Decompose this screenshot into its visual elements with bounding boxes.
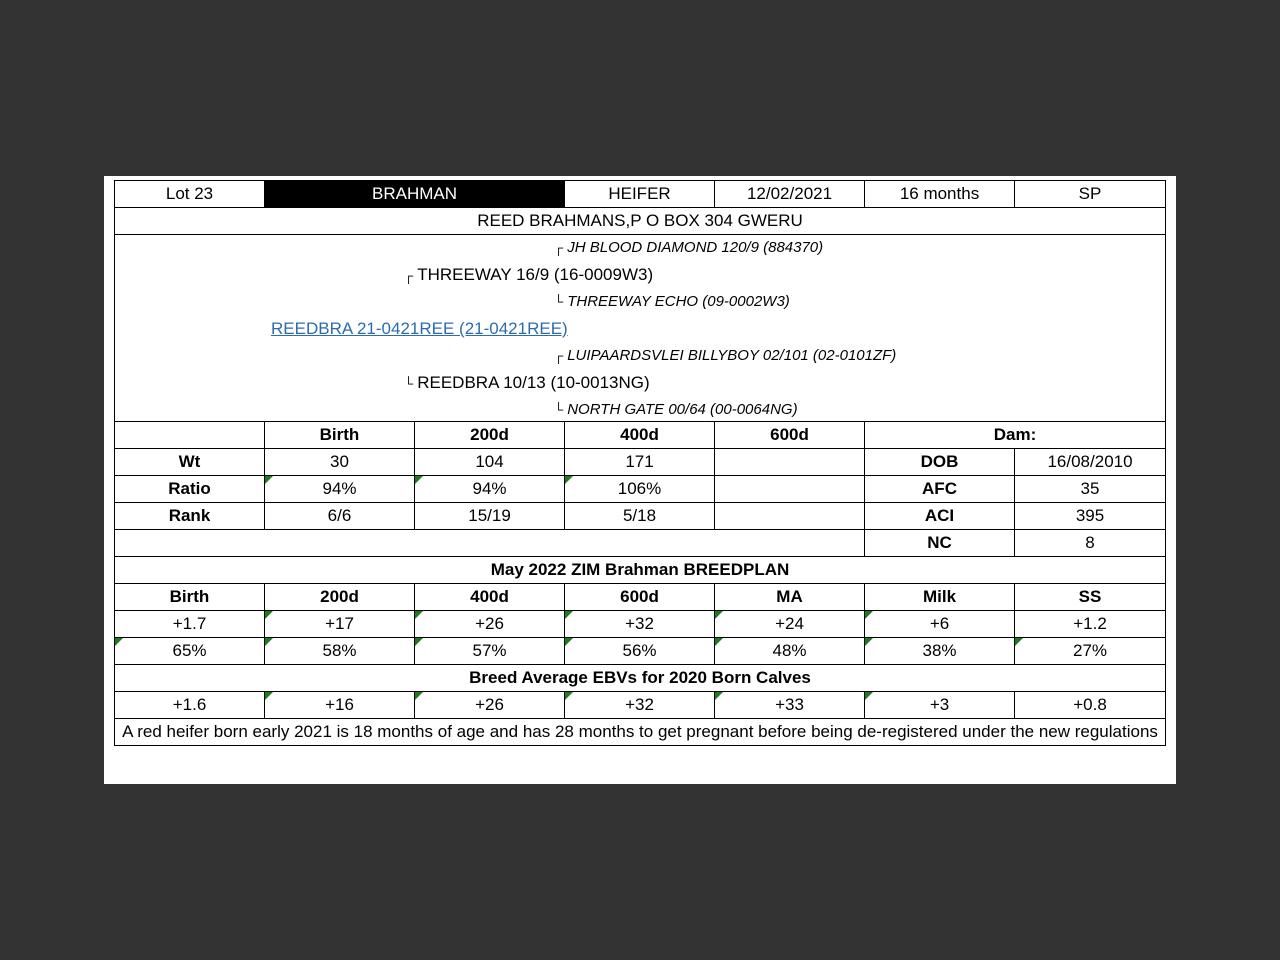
breed-name: BRAHMAN: [265, 181, 565, 208]
code: SP: [1015, 181, 1166, 208]
ebv-row: [115, 611, 1166, 638]
note-text: A red heifer born early 2021 is 18 months of age and has 28 months to get pregnant before being de-registered under the new regulations: [115, 719, 1166, 746]
lot-table: [114, 180, 1166, 746]
bracket-icon: └: [554, 294, 564, 309]
empty-cell: [115, 530, 865, 557]
accuracy-cell: 56%: [565, 638, 715, 665]
animal-link[interactable]: REEDBRA 21-0421REE (21-0421REE): [271, 319, 568, 338]
col-header: 400d: [415, 584, 565, 611]
dam-label: AFC: [865, 476, 1015, 503]
sire-sire-name: JH BLOOD DIAMOND 120/9 (884370): [567, 239, 824, 256]
ebv-cell: +24: [715, 611, 865, 638]
dam: [404, 373, 650, 394]
value-cell: 30: [265, 449, 415, 476]
performance-header-row: [115, 422, 1166, 449]
dam-dam-name: NORTH GATE 00/64 (00-0064NG): [567, 401, 798, 418]
pedigree-row: [115, 235, 1166, 422]
nc-row: [115, 530, 1166, 557]
col-header: 200d: [265, 584, 415, 611]
col-header: 400d: [565, 422, 715, 449]
accuracy-cell: 57%: [415, 638, 565, 665]
col-header: Milk: [865, 584, 1015, 611]
dam-value: 395: [1015, 503, 1166, 530]
sire-sire: [554, 238, 823, 258]
bracket-icon: ┌: [554, 348, 564, 363]
sex: HEIFER: [565, 181, 715, 208]
ebv-cell: +26: [415, 611, 565, 638]
dam-name: REEDBRA 10/13 (10-0013NG): [417, 373, 650, 392]
bracket-icon: └: [404, 376, 414, 391]
average-cell: +16: [265, 692, 415, 719]
average-cell: +33: [715, 692, 865, 719]
accuracy-row: [115, 638, 1166, 665]
value-cell: 104: [415, 449, 565, 476]
accuracy-cell: 48%: [715, 638, 865, 665]
dam-sire: [554, 346, 896, 366]
value-cell: 5/18: [565, 503, 715, 530]
dam-label: ACI: [865, 503, 1015, 530]
ratio-row: [115, 476, 1166, 503]
row-label: Ratio: [115, 476, 265, 503]
breed-average-title-row: [115, 665, 1166, 692]
ebv-cell: +1.2: [1015, 611, 1166, 638]
weight-row: [115, 449, 1166, 476]
breedplan-title: May 2022 ZIM Brahman BREEDPLAN: [115, 557, 1166, 584]
breedplan-title-row: [115, 557, 1166, 584]
accuracy-cell: 58%: [265, 638, 415, 665]
col-header: Birth: [115, 584, 265, 611]
bracket-icon: ┌: [404, 268, 414, 283]
value-cell: 171: [565, 449, 715, 476]
birth-date: 12/02/2021: [715, 181, 865, 208]
ebv-cell: +32: [565, 611, 715, 638]
dam-value: 35: [1015, 476, 1166, 503]
value-cell: [715, 449, 865, 476]
breed-average-row: [115, 692, 1166, 719]
dam-value: 8: [1015, 530, 1166, 557]
breeder-address: REED BRAHMANS,P O BOX 304 GWERU: [115, 208, 1166, 235]
average-cell: +0.8: [1015, 692, 1166, 719]
animal: [271, 319, 568, 339]
value-cell: 15/19: [415, 503, 565, 530]
sire-dam-name: THREEWAY ECHO (09-0002W3): [567, 293, 790, 310]
dam-header: Dam:: [865, 422, 1166, 449]
dam-sire-name: LUIPAARDSVLEI BILLYBOY 02/101 (02-0101ZF): [567, 347, 897, 364]
sire-name: THREEWAY 16/9 (16-0009W3): [417, 265, 654, 284]
col-header: SS: [1015, 584, 1166, 611]
header-row: [115, 181, 1166, 208]
age: 16 months: [865, 181, 1015, 208]
row-label: Wt: [115, 449, 265, 476]
row-label: Rank: [115, 503, 265, 530]
ebv-cell: +1.7: [115, 611, 265, 638]
value-cell: [715, 503, 865, 530]
accuracy-cell: 38%: [865, 638, 1015, 665]
lot-number: Lot 23: [115, 181, 265, 208]
average-cell: +3: [865, 692, 1015, 719]
lot-sheet: [104, 176, 1176, 784]
value-cell: 106%: [565, 476, 715, 503]
average-cell: +1.6: [115, 692, 265, 719]
bracket-icon: └: [554, 402, 564, 417]
dam-label: DOB: [865, 449, 1015, 476]
empty-cell: [115, 422, 265, 449]
breed-average-title: Breed Average EBVs for 2020 Born Calves: [115, 665, 1166, 692]
ebv-cell: +6: [865, 611, 1015, 638]
rank-row: [115, 503, 1166, 530]
accuracy-cell: 27%: [1015, 638, 1166, 665]
ebv-cell: +17: [265, 611, 415, 638]
pedigree: [118, 235, 1162, 421]
col-header: Birth: [265, 422, 415, 449]
average-cell: +26: [415, 692, 565, 719]
average-cell: +32: [565, 692, 715, 719]
value-cell: [715, 476, 865, 503]
accuracy-cell: 65%: [115, 638, 265, 665]
dam-dam: [554, 400, 798, 420]
breeder-row: [115, 208, 1166, 235]
col-header: 200d: [415, 422, 565, 449]
bracket-icon: ┌: [554, 240, 564, 255]
note-row: [115, 719, 1166, 746]
pedigree-cell: [115, 235, 1166, 422]
dam-label: NC: [865, 530, 1015, 557]
value-cell: 94%: [265, 476, 415, 503]
col-header: 600d: [715, 422, 865, 449]
col-header: MA: [715, 584, 865, 611]
dam-value: 16/08/2010: [1015, 449, 1166, 476]
value-cell: 6/6: [265, 503, 415, 530]
sire: [404, 265, 653, 286]
value-cell: 94%: [415, 476, 565, 503]
col-header: 600d: [565, 584, 715, 611]
sire-dam: [554, 292, 790, 312]
breedplan-header-row: [115, 584, 1166, 611]
